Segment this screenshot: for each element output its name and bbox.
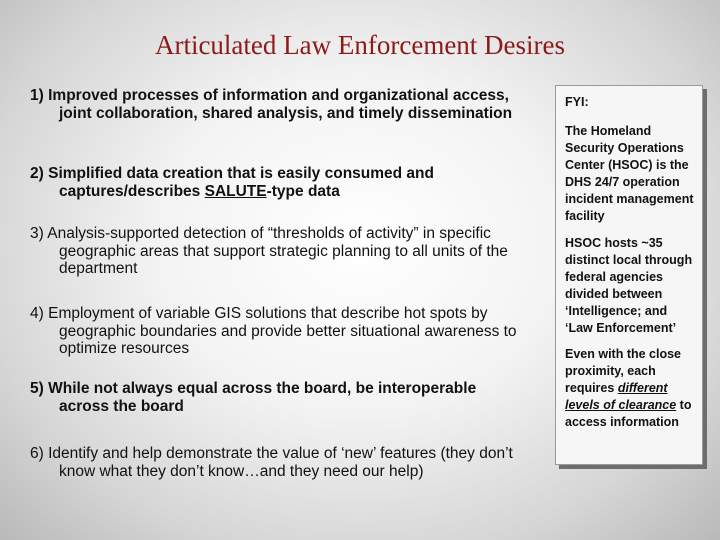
- desire-text: -type data: [266, 182, 340, 200]
- fyi-heading: FYI:: [565, 95, 589, 109]
- fyi-callout-box: [555, 85, 703, 465]
- desire-item-3: [30, 225, 530, 278]
- fyi-text: Even with the close proximity, each requires: [565, 347, 682, 395]
- desire-text: Identify and help demonstrate the value of ‘new’ features (they don’t know what they don’t know…and they need our help): [48, 445, 513, 480]
- desire-number: 6): [30, 445, 44, 462]
- fyi-paragraph-hsoc: The Homeland Security Operations Center (HSOC) is the DHS 24/7 operation incident management facility: [565, 124, 694, 223]
- desire-number: 3): [30, 225, 44, 242]
- fyi-paragraph-clearance: [565, 346, 696, 431]
- fyi-text: to access information: [565, 398, 692, 429]
- desire-item-6: [30, 445, 530, 480]
- desire-item-2: [30, 165, 530, 200]
- desire-number: 5): [30, 380, 44, 397]
- desire-text: Improved processes of information and organizational access, joint collaboration, shared analysis, and timely dissemination: [48, 87, 513, 122]
- desire-item-1: [30, 87, 530, 122]
- desire-text: Analysis-supported detection of “thresholds of activity” in specific geographic areas that support strategic planning to all units of the department: [47, 225, 508, 277]
- desire-item-4: [30, 305, 530, 358]
- slide-title: Articulated Law Enforcement Desires: [154, 30, 566, 60]
- salute-term: SALUTE: [204, 182, 267, 200]
- desire-number: 4): [30, 305, 44, 322]
- desire-item-5: [30, 380, 530, 415]
- fyi-paragraph-agencies: HSOC hosts ~35 distinct local through federal agencies divided between ‘Intelligence; and ‘Law Enforcement’: [565, 236, 693, 335]
- desire-text: Simplified data creation that is easily consumed and captures/describes: [48, 165, 434, 200]
- desire-number: 2): [30, 165, 44, 182]
- desire-number: 1): [30, 87, 44, 104]
- clearance-emphasis: different levels of clearance: [565, 381, 677, 412]
- desire-text: While not always equal across the board, be interoperable across the board: [48, 380, 477, 415]
- desire-text: Employment of variable GIS solutions that describe hot spots by geographic boundaries and provide better situational awareness to optimize resources: [48, 305, 517, 357]
